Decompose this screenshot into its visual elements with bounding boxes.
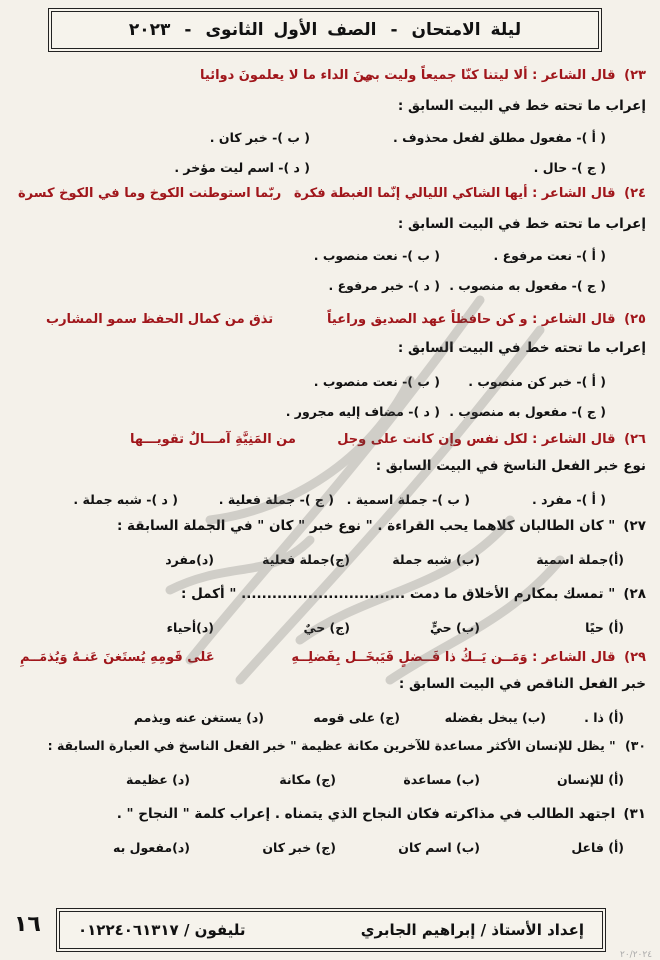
question-24-verse-second: ربّما استوطنت الكوخ وما في الكوخ كسرة (18, 186, 282, 201)
option-d[interactable]: (د)أحياء (166, 620, 214, 635)
scan-stamp: ٢٠/٢٠٢٤ (620, 950, 653, 960)
question-number: ٢٤) (624, 186, 646, 201)
option-a[interactable]: (أ) حيًا (585, 620, 624, 635)
option-a[interactable]: (أ) فاعل (571, 840, 624, 855)
option-b[interactable]: ( ب )- خبر كان . (209, 130, 310, 145)
question-26-verse-second: من المَنِيَّةِ آمـــالٌ تقويـــها (130, 432, 296, 447)
header-separator: - (184, 20, 192, 40)
question-27 (12, 518, 646, 578)
question-number: ٢٦) (624, 432, 646, 447)
question-29 (12, 650, 646, 728)
footer-author: إعداد الأستاذ / إبراهيم الجابري (360, 921, 584, 939)
option-d[interactable]: ( د )- خبر مرفوع . (328, 278, 440, 293)
question-24 (12, 186, 646, 298)
question-23-verse-second: منَ الداء ما لا يعلمونَ دوائيا (200, 68, 373, 83)
question-26-verse-first (337, 432, 646, 447)
verse-first-half: قال الشاعر : ألا ليتنا كنّا جميعاً وليت بي (361, 68, 616, 83)
page-footer (56, 908, 606, 952)
question-25-prompt: إعراب ما تحته خط في البيت السابق : (397, 340, 646, 356)
question-29-prompt: خبر الفعل الناقص في البيت السابق : (398, 676, 646, 692)
option-c[interactable]: ( ج )- مفعول به منصوب . (449, 404, 606, 419)
option-d[interactable]: (د)مفرد (165, 552, 214, 567)
option-d[interactable]: ( د )- مضاف إليه مجرور . (285, 404, 440, 419)
option-b[interactable]: (ب) حيٍّ (430, 620, 480, 635)
question-text: " يظل للإنسان الأكثر مساعدة للآخرين مكانة عظيمة " خبر الفعل الناسخ في العبارة السابقة : (47, 738, 616, 753)
question-number: ٢٧) (623, 518, 646, 534)
option-b[interactable]: (ب) شبه جملة (392, 552, 480, 567)
question-number: ٢٣) (624, 68, 646, 83)
option-b[interactable]: ( ب )- نعت منصوب . (313, 248, 440, 263)
option-c[interactable]: (ج) مكانة (279, 772, 336, 787)
question-29-verse-second: عَلى قَومِهِ يُستَغنَ عَنـهُ وَيُذمَــمِ (20, 650, 215, 665)
page-header (48, 8, 602, 52)
footer-phone: تليفون / ٠١٢٢٤٠٦١٣١٧ (78, 921, 246, 939)
option-b[interactable]: ( ب )- نعت منصوب . (313, 374, 440, 389)
question-31-text (117, 806, 646, 822)
option-b[interactable]: (ب) يبخل بفضله (444, 710, 546, 725)
question-number: ٣٠) (625, 738, 646, 753)
verse-first-half: قال الشاعر : وَمَــن يَــكُ ذا فَــضلٍ فَيَبخَــل بِفَضلِــهِ (291, 650, 616, 665)
option-d[interactable]: (د)مفعول به (113, 840, 190, 855)
question-31 (12, 806, 646, 866)
option-d[interactable]: ( د )- اسم ليت مؤخر . (174, 160, 310, 175)
page-number: ١٦ (14, 912, 41, 937)
option-b[interactable]: (ب) اسم كان (398, 840, 480, 855)
verse-first-half: قال الشاعر : لكل نفس وإن كانت على وجل (337, 432, 616, 447)
question-23-prompt: إعراب ما تحته خط في البيت السابق : (397, 98, 646, 114)
option-a[interactable]: (أ) للإنسان (556, 772, 624, 787)
question-23 (12, 68, 646, 184)
question-number: ٢٨) (623, 586, 646, 602)
question-25-verse-first (327, 312, 646, 327)
option-c[interactable]: (ج) خبر كان (262, 840, 336, 855)
verse-first-half: قال الشاعر : أيها الشاكي الليالي إنّما الغبطة فكرة (293, 186, 616, 201)
header-title: ليلة الامتحان (411, 20, 522, 40)
question-28 (12, 586, 646, 646)
question-text: اجتهد الطالب في مذاكرته فكان النجاح الذي يتمناه . إعراب كلمة " النجاح " . (116, 806, 616, 822)
option-c[interactable]: (ج) حيٌ (303, 620, 350, 635)
option-c[interactable]: (ج)جملة فعلية (262, 552, 350, 567)
option-d[interactable]: ( د )- شبه جملة . (73, 492, 178, 507)
question-26 (12, 432, 646, 512)
option-d[interactable]: (د) يستغن عنه ويذمم (133, 710, 264, 725)
option-c[interactable]: ( ج )- جملة فعلية . (218, 492, 334, 507)
question-number: ٢٥) (624, 312, 646, 327)
option-a[interactable]: (أ) ذا . (584, 710, 624, 725)
question-26-prompt: نوع خبر الفعل الناسخ في البيت السابق : (375, 458, 646, 474)
question-23-verse-first (362, 68, 646, 83)
header-grade: الصف الأول الثانوى (205, 20, 377, 40)
question-28-text (181, 586, 646, 602)
option-a[interactable]: ( أ )- نعت مرفوع . (493, 248, 606, 263)
option-c[interactable]: ( ج )- مفعول به منصوب . (449, 278, 606, 293)
verse-first-half: قال الشاعر : و كن حافظاً عهد الصديق وراعياً (327, 312, 616, 327)
question-25 (12, 312, 646, 422)
question-number: ٣١) (623, 806, 646, 822)
option-c[interactable]: (ج) على قومه (313, 710, 400, 725)
question-27-text (117, 518, 646, 534)
option-a[interactable]: ( أ )- خبر كن منصوب . (468, 374, 606, 389)
option-b[interactable]: (ب) مساعدة (403, 772, 480, 787)
header-year: ٢٠٢٣ (128, 20, 171, 40)
option-a[interactable]: ( أ )- مفعول مطلق لفعل محذوف . (392, 130, 606, 145)
option-a[interactable]: (أ)جملة اسمية (536, 552, 624, 567)
option-a[interactable]: ( أ )- مفرد . (532, 492, 606, 507)
question-24-prompt: إعراب ما تحته خط في البيت السابق : (397, 216, 646, 232)
option-d[interactable]: (د) عظيمة (126, 772, 190, 787)
option-b[interactable]: ( ب )- جملة اسمية . (346, 492, 470, 507)
question-24-verse-first (294, 186, 646, 201)
question-30-text (48, 738, 646, 753)
header-separator: - (390, 20, 398, 40)
question-29-verse-first (291, 650, 646, 665)
question-number: ٢٩) (624, 650, 646, 665)
question-25-verse-second: تذق من كمال الحفظ سمو المشارب (46, 312, 274, 327)
option-c[interactable]: ( ج )- حال . (533, 160, 606, 175)
question-30 (12, 738, 646, 798)
question-text: " كان الطالبان كلاهما يحب القراءة . " نوع خبر " كان " في الجملة السابقة : (116, 518, 616, 534)
question-text: " تمسك بمكارم الأخلاق ما دمت ................................ " أكمل : (180, 586, 616, 602)
